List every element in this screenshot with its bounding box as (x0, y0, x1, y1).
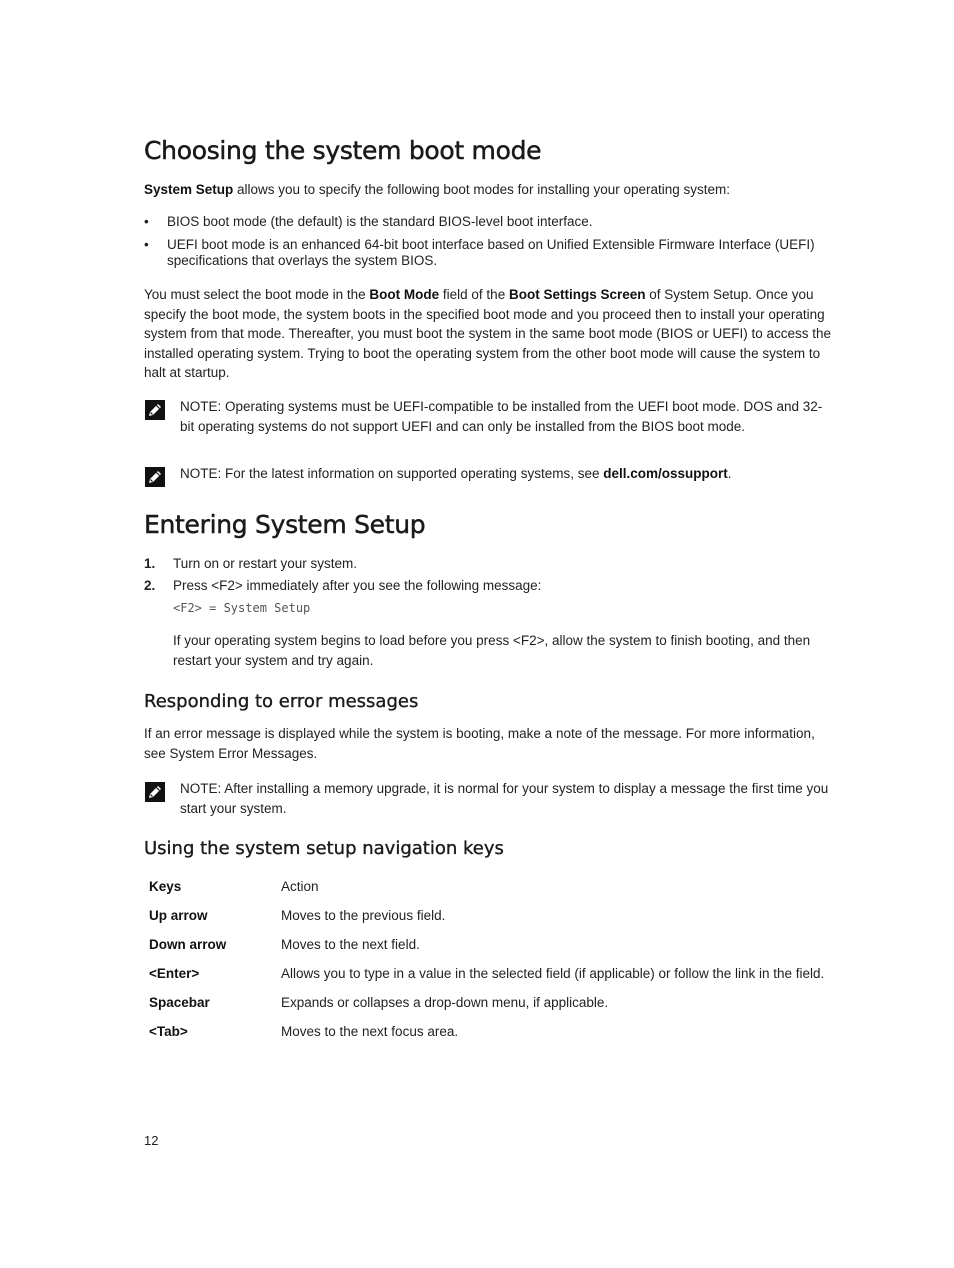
action-cell: Moves to the next focus area. (281, 1024, 459, 1039)
key-cell: Up arrow (149, 908, 208, 923)
table-header-action: Action (281, 879, 319, 894)
note-pencil-icon (144, 781, 166, 803)
note-uefi-compat: NOTE: Operating systems must be UEFI-compatible to be installed from the UEFI boot mode. DOS and 32-bit operating systems do not support UEFI and can only be installed from the BIOS boot mode. (144, 397, 834, 436)
key-cell: <Enter> (149, 966, 200, 981)
section-title-error-messages: Responding to error messages (144, 691, 419, 712)
boot-mode-intro: System Setup allows you to specify the following boot modes for installing your operating system: (144, 182, 731, 197)
list-item: 2. Press <F2> immediately after you see the following message: (144, 578, 542, 593)
table-row (144, 993, 834, 1022)
key-cell: Spacebar (149, 995, 210, 1010)
list-item: • UEFI boot mode is an enhanced 64-bit boot interface based on Unified Extensible Firmware Interface (UEFI) specifications that overlays the system BIOS. (144, 237, 834, 269)
action-cell: Moves to the next field. (281, 937, 420, 952)
ossupport-link[interactable]: dell.com/ossupport (603, 466, 728, 481)
key-cell: <Tab> (149, 1024, 188, 1039)
note-pencil-icon (144, 466, 166, 488)
table-header-row (144, 877, 834, 906)
action-cell: Allows you to type in a value in the selected field (if applicable) or follow the link in the field. (281, 966, 825, 981)
section-title-entering-setup: Entering System Setup (144, 510, 426, 539)
navigation-keys-table (144, 877, 834, 1051)
boot-mode-list (144, 214, 834, 276)
table-row (144, 964, 834, 993)
setup-message-code: <F2> = System Setup (173, 601, 311, 615)
page-number: 12 (144, 1133, 159, 1148)
note-os-support: NOTE: For the latest information on supported operating systems, see dell.com/ossupport. (144, 464, 834, 484)
error-messages-paragraph: If an error message is displayed while the system is booting, make a note of the message. For more information, see System Error Messages. (144, 726, 815, 761)
note-pencil-icon (144, 399, 166, 421)
note-memory-upgrade: NOTE: After installing a memory upgrade, it is normal for your system to display a message the first time you start your system. (144, 779, 834, 818)
list-item: • BIOS boot mode (the default) is the standard BIOS-level boot interface. (144, 214, 834, 230)
table-header-keys: Keys (149, 879, 182, 894)
action-cell: Expands or collapses a drop-down menu, if applicable. (281, 995, 609, 1010)
section-title-navigation-keys: Using the system setup navigation keys (144, 838, 504, 859)
section-title-boot-mode: Choosing the system boot mode (144, 136, 542, 165)
table-row (144, 1022, 834, 1051)
key-cell: Down arrow (149, 937, 227, 952)
setup-followup: If your operating system begins to load before you press <F2>, allow the system to finish booting, and then restart your system and try again. (173, 633, 811, 668)
setup-steps (144, 556, 834, 600)
action-cell: Moves to the previous field. (281, 908, 446, 923)
list-item: 1. Turn on or restart your system. (144, 556, 358, 571)
table-row (144, 935, 834, 964)
note-label: NOTE: (180, 466, 222, 481)
boot-mode-paragraph: You must select the boot mode in the Boot Mode field of the Boot Settings Screen of System Setup. Once you specify the boot mode, the system boots in the specified boot mode and you proceed then to install your operating system from that mode. Thereafter, you must boot the system in the same boot mode (BIOS or UEFI) to access the installed operating system. Trying to boot the operating system from the other boot mode will cause the system to halt at startup. (144, 287, 832, 380)
note-label: NOTE: (180, 399, 222, 414)
table-row (144, 906, 834, 935)
note-label: NOTE: (180, 781, 222, 796)
